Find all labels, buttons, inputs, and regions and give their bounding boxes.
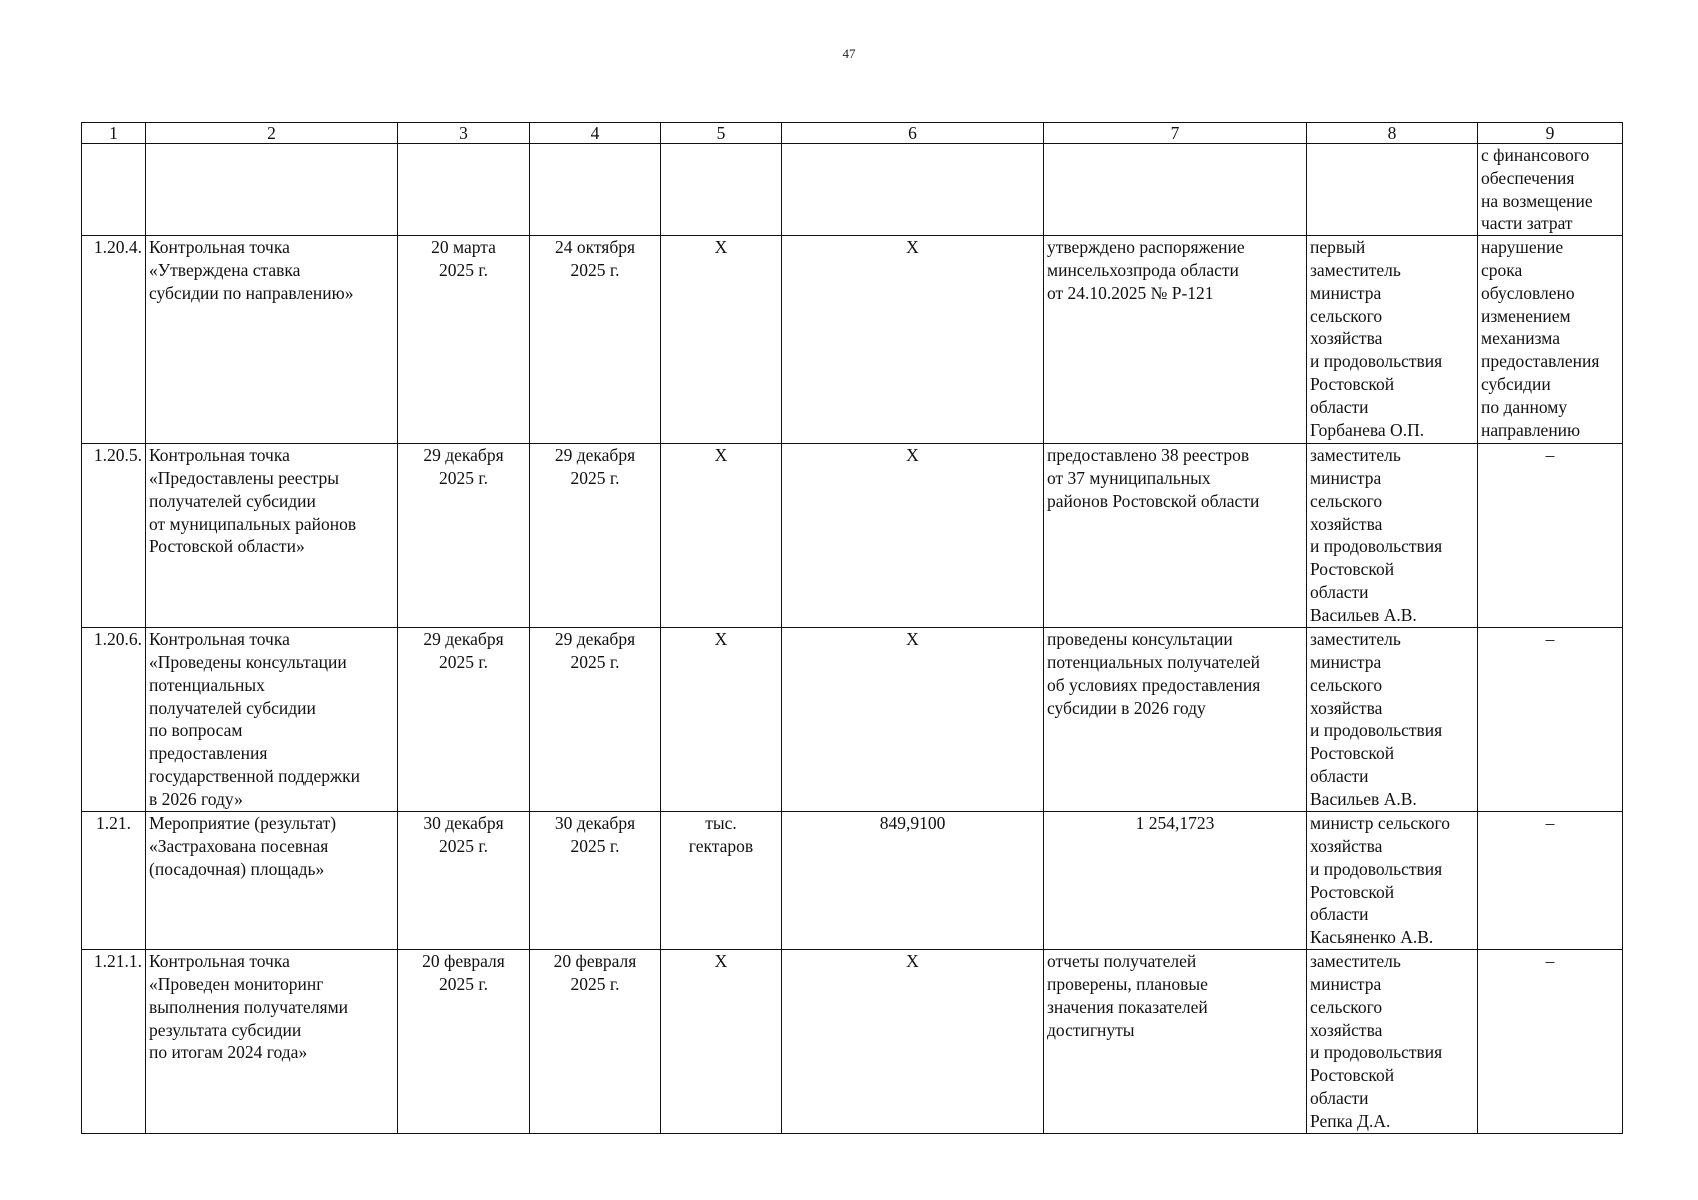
row-name: Контрольная точка «Утверждена ставка субсидии по направлению» [149,237,354,303]
row-responsible: заместитель министра сельского хозяйства и продовольствия Ростовской области Васильев А.В. [1310,445,1443,625]
row-unit: тыс. гектаров [688,813,754,856]
row-planned-value: X [906,951,919,972]
row-start-date: 29 декабря 2025 г. [423,629,504,672]
row-responsible: заместитель министра сельского хозяйства и продовольствия Ростовской области Васильев А.В. [1310,629,1443,809]
row-unit: X [714,951,728,972]
row-actual-value: утверждено распоряжение минсельхозпрода области от 24.10.2025 № Р-121 [1047,237,1245,303]
row-end-date: 29 декабря 2025 г. [554,629,636,672]
row-start-date: 20 февраля 2025 г. [422,951,505,994]
row-actual-value: отчеты получателей проверены, плановые значения показателей достигнуты [1047,951,1208,1040]
row-actual-value: 1 254,1723 [1135,813,1215,834]
row-responsible: министр сельского хозяйства и продовольствия Ростовской области Касьяненко А.В. [1310,813,1451,948]
table-row [82,144,1623,236]
row-start-date: 30 декабря 2025 г. [423,813,504,856]
row-end-date: 24 октября 2025 г. [554,237,636,280]
row-unit: X [714,237,728,258]
row-number: 1.21.1. [93,951,142,972]
row-end-date: 20 февраля 2025 г. [553,951,637,994]
row-unit: X [714,445,728,466]
table-row [82,628,1623,812]
column-header: 5 [661,123,782,144]
table-row [82,950,1623,1134]
column-header: 3 [398,123,530,144]
row-number: 1.20.4. [93,237,142,258]
row-note: нарушение срока обусловлено изменением механизма предоставления субсидии по данному направлению [1481,237,1600,440]
row-name: Мероприятие (результат) «Застрахована посевная (посадочная) площадь» [149,813,337,879]
table-row [82,236,1623,444]
row-responsible: заместитель министра сельского хозяйства и продовольствия Ростовской области Репка Д.А. [1310,951,1443,1131]
row-start-date: 29 декабря 2025 г. [423,445,504,488]
row-note: – [1545,813,1555,834]
row-name: Контрольная точка «Проведены консультации потенциальных получателей субсидии по вопросам предоставления государственной поддержки в 2026 году» [149,629,360,809]
row-number: 1.21. [96,813,131,834]
row-note: – [1545,629,1555,650]
row-planned-value: X [906,629,919,650]
table-row [82,812,1623,950]
row-planned-value: 849,9100 [879,813,946,834]
column-header: 7 [1044,123,1307,144]
report-table [81,122,1623,1134]
table-row [82,444,1623,628]
row-responsible: первый заместитель министра сельского хозяйства и продовольствия Ростовской области Горбанева О.П. [1310,237,1443,440]
row-number: 1.20.5. [93,445,142,466]
column-header-row [82,123,1623,144]
column-header: 6 [782,123,1044,144]
row-name: Контрольная точка «Предоставлены реестры получателей субсидии от муниципальных районов Ростовской области» [149,445,357,557]
row-number: 1.20.6. [93,629,142,650]
row-note: с финансового обеспечения на возмещение части затрат [1481,145,1593,234]
page-number: 47 [842,46,856,61]
row-actual-value: проведены консультации потенциальных получателей об условиях предоставления субсидии в 2026 году [1047,629,1261,718]
row-start-date: 20 марта 2025 г. [431,237,496,280]
row-planned-value: X [906,237,919,258]
column-header: 1 [82,123,146,144]
row-note: – [1545,951,1555,972]
row-note: – [1545,445,1555,466]
row-planned-value: X [906,445,919,466]
row-end-date: 29 декабря 2025 г. [554,445,636,488]
column-header: 4 [530,123,661,144]
row-actual-value: предоставлено 38 реестров от 37 муниципальных районов Ростовской области [1047,445,1260,511]
row-end-date: 30 декабря 2025 г. [554,813,636,856]
column-header: 8 [1307,123,1478,144]
column-header: 9 [1478,123,1623,144]
column-header: 2 [146,123,398,144]
row-unit: X [714,629,728,650]
row-name: Контрольная точка «Проведен мониторинг выполнения получателями результата субсидии по итогам 2024 года» [149,951,349,1063]
